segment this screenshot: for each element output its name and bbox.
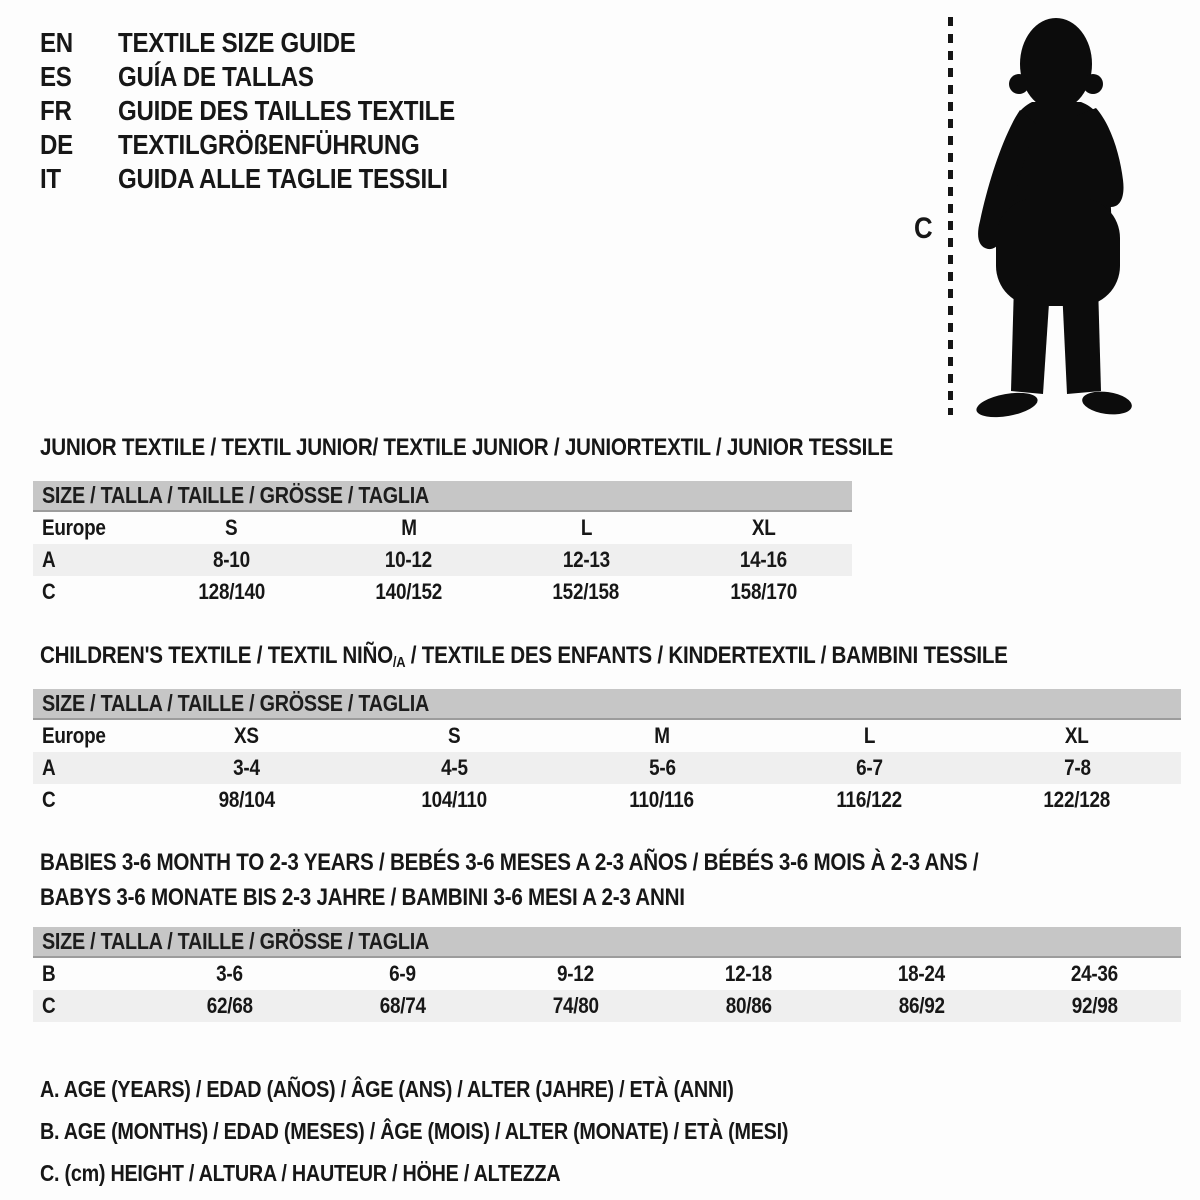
height-cell: 152/158: [552, 579, 620, 604]
lang-title-de: TEXTILGRÖßENFÜHRUNG: [118, 129, 420, 160]
babies-title-line1: BABIES 3-6 MONTH TO 2-3 YEARS / BEBÉS 3-6 MESES A 2-3 AÑOS / BÉBÉS 3-6 MOIS À 2-3 ANS /: [40, 848, 979, 876]
table-row: [33, 752, 1181, 784]
size-cell: XL: [751, 515, 776, 540]
row-label: C: [42, 579, 56, 604]
junior-size-table-header: SIZE / TALLA / TAILLE / GRÖSSE / TAGLIA: [33, 481, 852, 512]
age-cell: 10-12: [385, 547, 433, 572]
language-title-block: [40, 26, 510, 196]
lang-title-it: GUIDA ALLE TAGLIE TESSILI: [118, 163, 448, 194]
table-row: [33, 990, 1181, 1022]
height-cell: 110/116: [629, 787, 695, 812]
height-cell: 92/98: [1071, 993, 1118, 1018]
size-cell: M: [401, 515, 417, 540]
row-label: B: [42, 961, 56, 986]
height-measure-dashed-line: [948, 17, 953, 415]
size-cell: XS: [234, 723, 260, 748]
table-row: [33, 784, 1181, 816]
age-cell: 6-9: [389, 961, 416, 986]
row-label: Europe: [42, 515, 106, 540]
lang-row-de: [40, 128, 510, 162]
table-row: [33, 544, 852, 576]
row-label: A: [42, 755, 56, 780]
height-cell: 74/80: [552, 993, 599, 1018]
height-cell: 116/122: [836, 787, 903, 812]
size-cell: L: [863, 723, 876, 748]
lang-row-it: [40, 162, 510, 196]
babies-size-table-header: SIZE / TALLA / TAILLE / GRÖSSE / TAGLIA: [33, 927, 1181, 958]
table-row: [33, 720, 1181, 752]
age-cell: 3-4: [233, 755, 261, 780]
age-cell: 14-16: [739, 547, 787, 572]
babies-size-table: [33, 927, 1181, 1022]
height-cell: 86/92: [898, 993, 945, 1018]
age-cell: 24-36: [1070, 961, 1119, 986]
age-cell: 4-5: [441, 755, 468, 780]
size-cell: M: [654, 723, 670, 748]
age-cell: 3-6: [216, 961, 243, 986]
height-measure-label: C: [914, 212, 933, 245]
lang-title-es: GUÍA DE TALLAS: [118, 61, 314, 92]
lang-code-es: ES: [40, 61, 72, 92]
height-cell: 98/104: [218, 787, 275, 812]
height-cell: 128/140: [198, 579, 265, 604]
height-cell: 158/170: [730, 579, 797, 604]
size-cell: S: [225, 515, 238, 540]
table-row: [33, 958, 1181, 990]
age-cell: 6-7: [856, 755, 883, 780]
age-cell: 5-6: [648, 755, 676, 780]
junior-section-title: JUNIOR TEXTILE / TEXTIL JUNIOR/ TEXTILE JUNIOR / JUNIORTEXTIL / JUNIOR TESSILE: [40, 434, 893, 461]
age-cell: 9-12: [557, 961, 594, 986]
babies-section-title: [40, 845, 1131, 915]
lang-code-en: EN: [40, 27, 73, 58]
children-size-table-header: SIZE / TALLA / TAILLE / GRÖSSE / TAGLIA: [33, 689, 1181, 720]
height-cell: 104/110: [421, 787, 488, 812]
age-cell: 18-24: [897, 961, 946, 986]
table-row: [33, 576, 852, 608]
footnote-b: B. AGE (MONTHS) / EDAD (MESES) / ÂGE (MOIS) / ALTER (MONATE) / ETÀ (MESI): [40, 1118, 789, 1144]
lang-code-fr: FR: [40, 95, 72, 126]
row-label: Europe: [42, 723, 106, 748]
height-cell: 62/68: [206, 993, 253, 1018]
height-cell: 140/152: [375, 579, 443, 604]
lang-title-fr: GUIDE DES TAILLES TEXTILE: [118, 95, 455, 126]
row-label: A: [42, 547, 56, 572]
lang-row-fr: [40, 94, 510, 128]
row-label: C: [42, 787, 56, 812]
age-cell: 12-18: [724, 961, 773, 986]
babies-title-line2: BABYS 3-6 MONATE BIS 2-3 JAHRE / BAMBINI 3-6 MESI A 2-3 ANNI: [40, 883, 685, 911]
footnote-a: A. AGE (YEARS) / EDAD (AÑOS) / ÂGE (ANS) / ALTER (JAHRE) / ETÀ (ANNI): [40, 1076, 734, 1102]
toddler-silhouette-image: [962, 16, 1140, 420]
height-cell: 122/128: [1043, 787, 1111, 812]
size-cell: S: [448, 723, 461, 748]
age-cell: 8-10: [213, 547, 251, 572]
lang-code-de: DE: [40, 129, 73, 160]
table-row: [33, 512, 852, 544]
children-size-table: [33, 689, 1181, 816]
height-cell: 80/86: [725, 993, 772, 1018]
junior-size-table: [33, 481, 852, 608]
children-section-title: CHILDREN'S TEXTILE / TEXTIL $NIÑO_{/A}$ / TEXTILE DES ENFANTS / KINDERTEXTIL / BAMBINI TESSILE: [40, 642, 1008, 671]
lang-code-it: IT: [40, 163, 61, 194]
height-cell: 68/74: [379, 993, 426, 1018]
age-cell: 7-8: [1063, 755, 1091, 780]
age-cell: 12-13: [562, 547, 610, 572]
size-cell: XL: [1065, 723, 1089, 748]
footnote-c: C. (cm) HEIGHT / ALTURA / HAUTEUR / HÖHE / ALTEZZA: [40, 1160, 561, 1186]
lang-title-en: TEXTILE SIZE GUIDE: [118, 27, 356, 58]
nino-a-subscript: /A: [392, 654, 406, 671]
lang-row-en: [40, 26, 510, 60]
size-cell: L: [580, 515, 592, 540]
lang-row-es: [40, 60, 510, 94]
row-label: C: [42, 993, 56, 1018]
